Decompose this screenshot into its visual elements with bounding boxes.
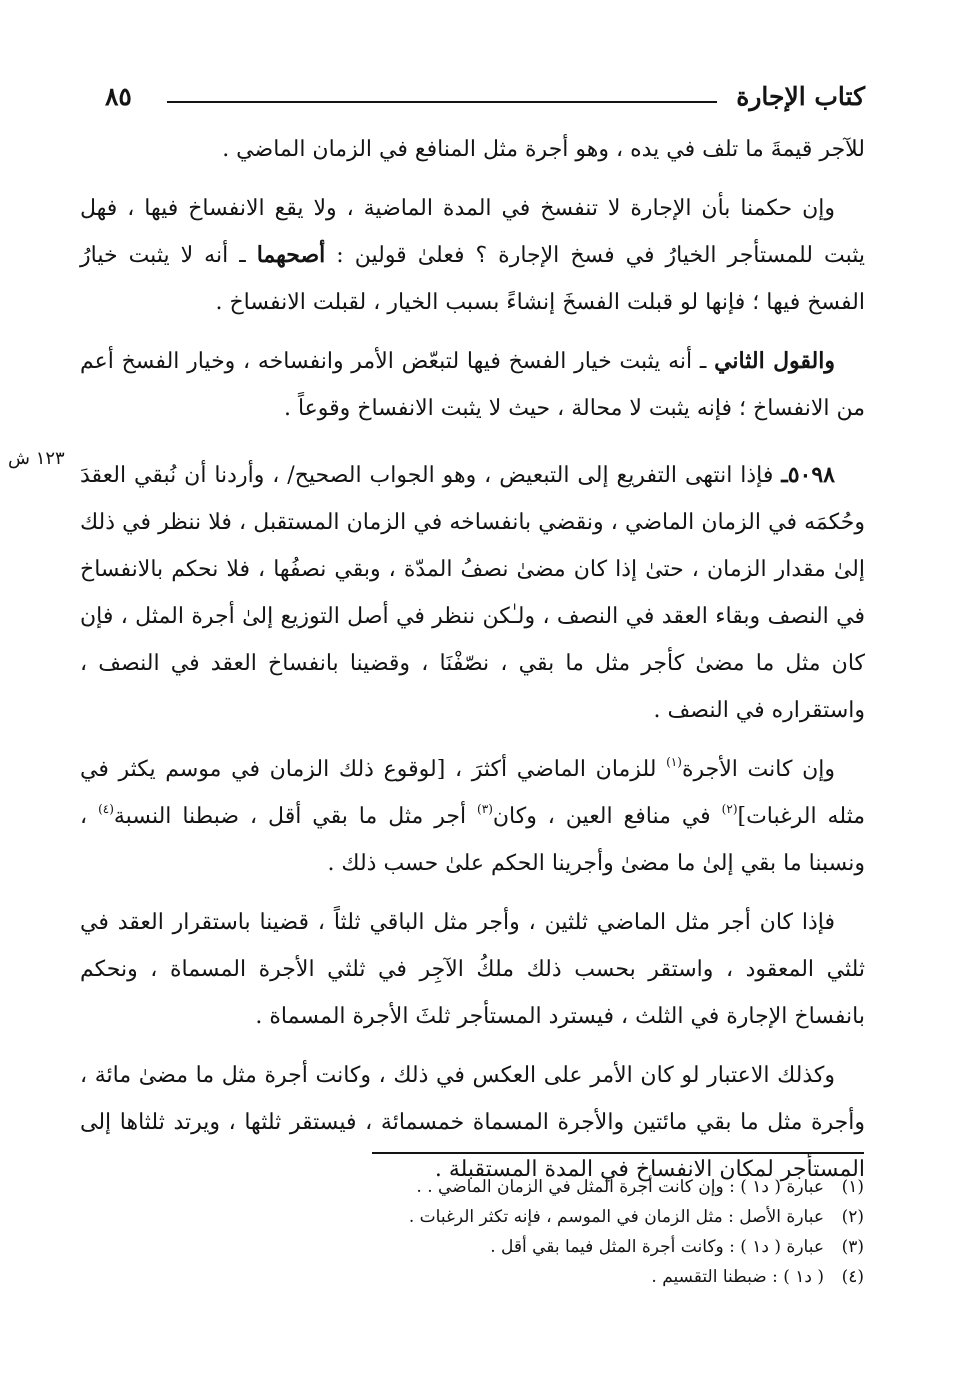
footnote-ref-3: (٣) (477, 802, 493, 816)
paragraph-4: ٥٠٩٨ـ فإذا انتهى التفريع إلى التبعيض ، وهو الجواب الصحيح/ ، وأردنا أن نُبقي العقدَ وحُكمَه في الزمان الماضي ، ونقضي بانفساخه في الزمان المستقبل ، فلا ننظر في ذلك إلىٰ مقدار الزمان ، حتىٰ إذا كان مضىٰ نصفُ المدّة ، وبقي نصفُها ، فلا نحكم بالانفساخ في النصف وبقاء العقد في النصف ، ولـٰكن ننظر في أصل التوزيع إلىٰ أجرة المثل ، فإن كان مثل ما مضىٰ كأجر مثل ما بقي ، نصّفْنَا ، وقضينا بانفساخ العقد في النصف ، واستقراره في النصف . (80, 462, 865, 723)
footnote-2: (٢)عبارة الأصل : مثل الزمان في الموسم ، فإنه تكثر الرغبات . (408, 1207, 864, 1227)
footnote-3: (٣)عبارة ( د١ ) : وكانت أجرة المثل فيما بقي أقل . (490, 1237, 864, 1257)
footnotes (300, 1172, 864, 1292)
footnote-4: (٤)( د١ ) : ضبطنا التقسيم . (651, 1267, 864, 1287)
paragraph-7: وكذلك الاعتبار لو كان الأمر على العكس في ذلك ، وكانت أجرة مثل ما مضىٰ مائة ، وأجرة مثل ما بقي مائتين والأجرة المسماة خمسمائة ، فيستقر ثلثها ، ويرتد ثلثاها إلى المستأجر لمكان الانفساخ في المدة المستقبلة . (80, 1063, 865, 1182)
header-rule (167, 101, 717, 103)
page-header (105, 82, 865, 122)
footnote-ref-4: (٤) (98, 802, 114, 816)
paragraph-5: وإن كانت الأجرة$^{(١)}$ للزمان الماضي أكثرَ ، [لوقوع ذلك الزمان في موسم يكثر في مثله الرغبات]$^{(٢)}$ في منافع العين ، وكان$^{(٣)}$ أجر مثل ما بقي أقل ، ضبطنا النسبة$^{(٤)}$ ، ونسبنا ما بقي إلىٰ ما مضىٰ وأجرينا الحكم علىٰ حسب ذلك . (80, 755, 866, 876)
footnote-ref-1: (١) (666, 755, 682, 769)
margin-note: ١٢٣ ش (8, 448, 65, 469)
paragraph-1: للآجر قيمةَ ما تلف في يده ، وهو أجرة مثل المنافع في الزمان الماضي . (222, 137, 865, 162)
footnote-separator (372, 1152, 864, 1154)
bold-term: والقول الثاني (714, 348, 835, 374)
footnote-1: (١)عبارة ( د١ ) : وإن كانت أجرة المثل في الزمان الماضي . . (416, 1177, 864, 1197)
bold-term: أصحهما (256, 242, 326, 268)
book-title: كتاب الإجارة (736, 82, 865, 111)
paragraph-2: وإن حكمنا بأن الإجارة لا تنفسخ في المدة الماضية ، ولا يقع الانفساخ فيها ، فهل يثبت للمستأجر الخيارُ في فسخ الإجارة ؟ فعلىٰ قولين : أصحهما ـ أنه لا يثبت خيارُ الفسخ فيها ؛ فإنها لو قبلت الفسخَ إنشاءً بسبب الخيار ، لقبلت الانفساخ . (80, 196, 865, 315)
paragraph-3: والقول الثاني ـ أنه يثبت خيار الفسخ فيها لتبعّض الأمر وانفساخه ، وخيار الفسخ أعم من الانفساخ ؛ فإنه يثبت لا محالة ، حيث لا يثبت الانفساخ وقوعاً . (80, 348, 865, 421)
paragraph-6: فإذا كان أجر مثل الماضي ثلثين ، وأجر مثل الباقي ثلثاً ، قضينا باستقرار العقد في ثلثي المعقود ، واستقر بحسب ذلك ملكُ الآجِر في ثلثي الأجرة المسماة ، ونحكم بانفساخ الإجارة في الثلث ، فيسترد المستأجر ثلثَ الأجرة المسماة . (80, 910, 865, 1029)
main-text (80, 126, 865, 1205)
issue-number: ٥٠٩٨ـ (781, 462, 835, 488)
page-number: ٨٥ (105, 82, 132, 111)
footnote-ref-2: (٢) (721, 802, 738, 816)
